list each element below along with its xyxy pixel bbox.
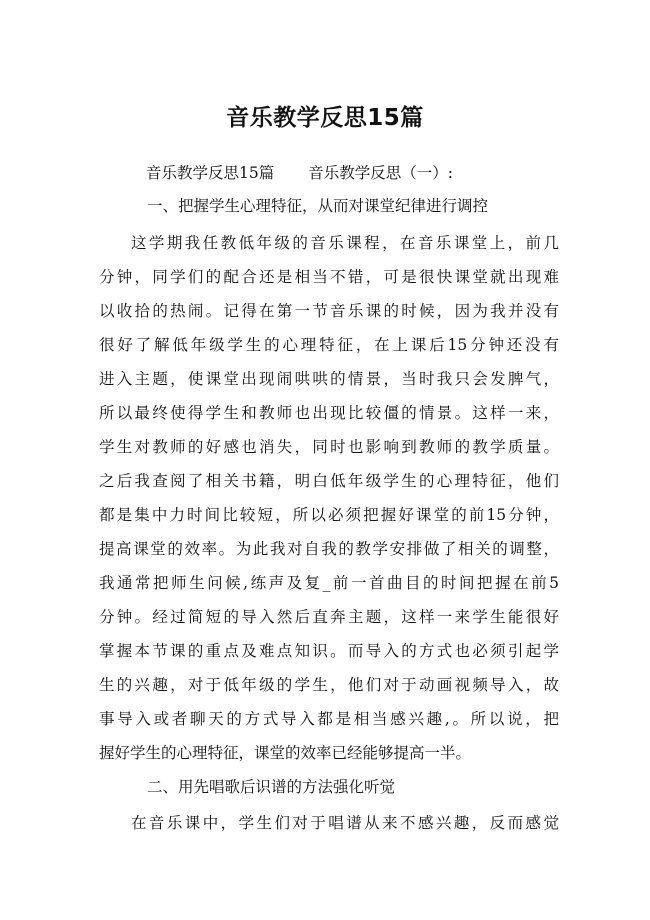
section-heading-2: 二、用先唱歌后识谱的方法强化听觉 <box>147 778 396 796</box>
paragraph-1-line: 生的兴趣，对于低年级的学生，他们对于动画视频导入，故 <box>99 676 559 694</box>
paragraph-1-line: 之后我查阅了相关书籍，明白低年级学生的心理特征，他们 <box>99 472 559 490</box>
paragraph-1-line: 学生对教师的好感也消失，同时也影响到教师的教学质量。 <box>99 438 559 456</box>
paragraph-1-line: 掌握本节课的重点及难点知识。而导入的方式也必须引起学 <box>99 642 559 660</box>
paragraph-1-line: 以收拾的热闹。记得在第一节音乐课的时候，因为我并没有 <box>99 302 559 320</box>
paragraph-1-line: 这学期我任教低年级的音乐课程，在音乐课堂上，前几 <box>131 234 559 252</box>
paragraph-1-line: 很好了解低年级学生的心理特征，在上课后15分钟还没有 <box>99 336 559 354</box>
paragraph-1-line: 我通常把师生问候,练声及复_前一首曲目的时间把握在前5 <box>99 574 559 592</box>
paragraph-1-line: 都是集中力时间比较短，所以必须把握好课堂的前15分钟， <box>99 506 559 524</box>
paragraph-1-line: 握好学生的心理特征，课堂的效率已经能够提高一半。 <box>99 744 472 762</box>
series-title: 音乐教学反思15篇 <box>146 164 275 182</box>
document-title: 音乐教学反思15篇 <box>226 105 424 131</box>
intro-line <box>146 162 453 184</box>
paragraph-1-line: 进入主题，使课堂出现闹哄哄的情景，当时我只会发脾气， <box>99 370 559 388</box>
paragraph-1-line: 提高课堂的效率。为此我对自我的教学安排做了相关的调整， <box>99 540 559 558</box>
section-heading-1: 一、把握学生心理特征，从而对课堂纪律进行调控 <box>147 197 489 215</box>
paragraph-1-line: 事导入或者聊天的方式导入都是相当感兴趣,。所以说，把 <box>99 710 559 728</box>
paragraph-2-line: 在音乐课中，学生们对于唱谱从来不感兴趣，反而感觉 <box>131 814 559 832</box>
part-title: 音乐教学反思（一）: <box>308 164 453 182</box>
paragraph-1-line: 分钟。经过简短的导入然后直奔主题，这样一来学生能很好 <box>99 608 559 626</box>
paragraph-1-line: 分钟，同学们的配合还是相当不错，可是很快课堂就出现难 <box>99 268 559 286</box>
paragraph-1-line: 所以最终使得学生和教师也出现比较僵的情景。这样一来， <box>99 404 559 422</box>
